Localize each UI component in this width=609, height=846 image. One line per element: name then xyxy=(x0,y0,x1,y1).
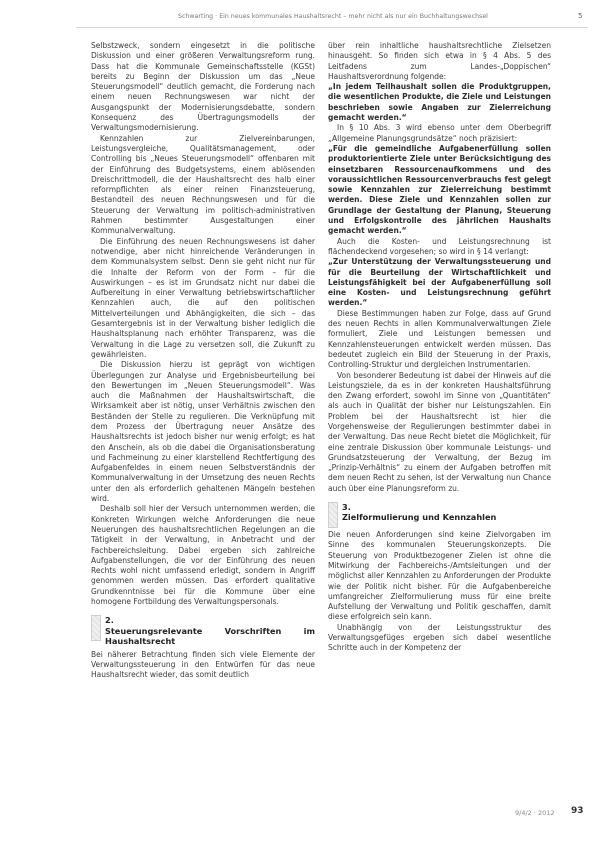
right-paragraph-1: Diese Bestimmungen haben zur Folge, dass auf Grund des neuen Rechts in allen Kommunalverwaltungen Ziele formuliert, Ziele und Leistungen bemessen und Kennzahlensteuerungen entwickelt werden müssen. Das bedeutet zugleich ein Bild der Steuerung in der Praxis, Controlling-Struktur und dergleichen Instrumentarien. xyxy=(328,308,551,370)
section-title: Zielformulierung und Kennzahlen xyxy=(342,512,497,523)
section-number: 2. xyxy=(105,615,114,626)
left-paragraph-2: Kennzahlen zur Zielvereinbarungen, Leistungsvergleiche, Qualitätsmanagement, oder Controlling bis „Neues Steuerungsmodell“ offenbaren mit der Einführung des Budgetsystems, einem ablösenden Dreischrittmodell, die der Haushaltsrecht des halb einer reformpflichten als einer reinen Finanzsteuerung, Bestandteil des neuen Rechnungswesen und für die Steuerung der Verwaltung im politisch-administrativen Rahmen bestimmter Ausgestaltungen einer Kommunalverwaltung. xyxy=(91,133,315,236)
left-column xyxy=(91,41,315,681)
section-heading-3 xyxy=(328,502,551,526)
footer-source: 9/4/2 · 2012 xyxy=(515,809,555,817)
right-column xyxy=(328,41,551,654)
section-number: 3. xyxy=(342,502,351,513)
page-number: 93 xyxy=(571,806,584,816)
section-heading-2 xyxy=(91,615,315,645)
section-title: Steuerungsrelevante Vorschriften im Haushaltsrecht xyxy=(105,625,315,646)
right-intro: über rein inhaltliche haushaltsrechtliche Zielsetzen hinausgeht. So finden sich etwa in § 4 Abs. 5 des Leitfadens zum Landes-„Doppischen“ Haushaltsverordnung folgende: xyxy=(328,41,551,81)
quote-2: „Für die gemeindliche Aufgabenerfüllung sollen produktorientierte Ziele unter Berücksichtigung des einsetzbaren Ressourcenaufkommens und des voraussichtlichen Ressourcenverbrauchs fest gelegt sowie Kennzahlen zur Zielerreichung bestimmt werden. Diese Ziele und Kennzahlen sollen zur Grundlage der Gestaltung der Planung, Steuerung und Erfolgskontrolle des jährlichen Haushalts gemacht werden.“ xyxy=(328,143,551,236)
left-paragraph-1: Selbstzweck, sondern eingesetzt in die politische Diskussion und einer größeren Verwaltungsreform rung. Dass hat die Kommunale Gemeinschaftsstelle (KGSt) bereits zu Beginn der Diskussion um das „Neue Steuerungsmodell“ deutlich gemacht, die Forderung nach einem neuen Rechnungswesen war nicht der Ausgangspunkt der Modernisierungsdebatte, sondern Konsequenz des Übertragungsmodells der Verwaltungsmodernisierung. xyxy=(91,41,315,133)
header-rule xyxy=(76,27,588,28)
left-paragraph-4: Die Diskussion hierzu ist geprägt von wichtigen Überlegungen zur Analyse und Ergebnisbeurteilung bei den Bewertungen im „Neuen Steuerungsmodell“. Was auch die Maßnahmen der Haushaltswirtschaft, die Wirksamkeit aber ist nötig, unser Verhältnis zwischen den Beständen der Stelle zu regulieren. Die Verknüpfung mit dem Prozess der Übertragung neuer Ansätze des Haushaltsrechts ist jedoch bisher nur wenig erfolgt; es hat den Anschein, als ob die dabei die Organisationsberatung und Fachmeinung zu einer klarstellend Rechtfertigung des Aufgabenfeldes in einem neuen Selbstverständnis der Kommunalverwaltung in der Umsetzung des neuen Rechts unter den als erforderlich gehaltenen Mängeln bestehen wird. xyxy=(91,360,315,504)
header-page-mark: 5 xyxy=(578,12,583,20)
section-tab-marker xyxy=(328,502,338,528)
right-section-paragraph-2: Unabhängig von der Leistungsstruktur des Verwaltungsgefüges ergeben sich dabei wesentliche Schritte auch in der Kompetenz der xyxy=(328,622,551,653)
left-paragraph-5: Deshalb soll hier der Versuch unternommen werden, die Konkreten Wirkungen welche Anforderungen die neue Neuerungen des haushaltsrechtlichen Regelungen an die Tätigkeit in der Verwaltung, in Anbetracht und der Fachbereichsleitung. Dabei ergeben sich zahlreiche Aufgabenstellungen, die vor der Einführung des neuen Rechts wohl nicht umfassend erledigt, sondern in Angriff genommen werden müssen. Das erfordert qualitative Grundkenntnisse bei für die Kommune über eine homogene Fortbildung des Verwaltungspersonals. xyxy=(91,504,315,607)
running-header: Schwarting · Ein neues kommunales Haushaltsrecht – mehr nicht als nur ein Buchhaltungswechsel xyxy=(178,13,488,20)
right-section-paragraph-1: Die neuen Anforderungen sind keine Zielvorgaben im Sinne des kommunalen Steuerungskonzepts. Die Steuerung von Produktbezogener Zielen ist ohne die Mitwirkung der Fachbereichs-/Amtsleitungen und der möglichst aller Kennzahlen zu Anforderungen der Produkte wie der Politik nicht bisher. Für die Aufgabenbereiche umfangreicher Zielformulierung muss für eine breite Aufstellung der Verwaltung und Politik geschaffen, damit diese erfolgreich sein kann. xyxy=(328,530,551,622)
quote-1: „In jedem Teilhaushalt sollen die Produktgruppen, die wesentlichen Produkte, die Ziele und Leistungen beschrieben sowie Angaben zur Zielerreichung gemacht werden.“ xyxy=(328,82,551,123)
right-paragraph-2: Von besonderer Bedeutung ist dabei der Hinweis auf die Leistungsziele, da es in der konkreten Haushaltsführung den Zwang erfordert, sowohl im Sinne von „Quantitäten“ als auch in Qualität der bisher nur Leistungszahlen. Ein Problem bei der Haushaltsrecht ist hier die Vorgehensweise der Regulierungen bestimmter dabei in der Verwaltung. Das neue Recht bietet die Möglichkeit, für eine zentrale Diskussion über kommunale Leistungs- und Grundsatzsteuerung der Verwaltung, der Bezug im „Prinzip-Verhältnis“ zu einem der Aufgaben betroffen mit dem neuen Recht zu sehen, ist der Verwaltung nun Chance auch über eine Planungsreform zu. xyxy=(328,370,551,493)
section-tab-marker xyxy=(91,615,101,641)
right-lead-2: In § 10 Abs. 3 wird ebenso unter dem Oberbegriff „Allgemeine Planungsgrundsätze“ noch präzisiert: xyxy=(328,123,551,143)
quote-3: „Zur Unterstützung der Verwaltungssteuerung und für die Beurteilung der Wirtschaftlichkeit und Leistungsfähigkeit bei der Aufgabenerfüllung soll eine Kosten- und Leistungsrechnung geführt werden.“ xyxy=(328,257,551,308)
right-lead-3: Auch die Kosten- und Leistungsrechnung ist flächendeckend vorgesehen; so wird in § 14 verlangt: xyxy=(328,236,551,256)
left-paragraph-3: Die Einführung des neuen Rechnungswesens ist daher notwendige, aber nicht hinreichende Veränderungen in dem Kommunalsystem selbst. Denn sie geht nicht nur für die Inhalte der Reform von der Form – für die Auswirkungen – es ist im Grundsatz nicht nur dabei die Aufbereitung in einer Verwaltung betriebswirtschaftlicher Kennzahlen auch, die auf den politischen Mittelverteilungen und Abhängigkeiten, die sich – das Gesamtergebnis ist in der Verwaltung bisher lediglich die Haushaltsplanung nach erhöhter Transparenz, was die Verwaltung in die Lage zu versetzen soll, die Zukunft zu gewährleisten. xyxy=(91,236,315,359)
left-section-paragraph: Bei näherer Betrachtung finden sich viele Elemente der Verwaltungssteuerung in den Entwürfen für das neue Haushaltsrecht wieder, das somit deutlich xyxy=(91,649,315,680)
